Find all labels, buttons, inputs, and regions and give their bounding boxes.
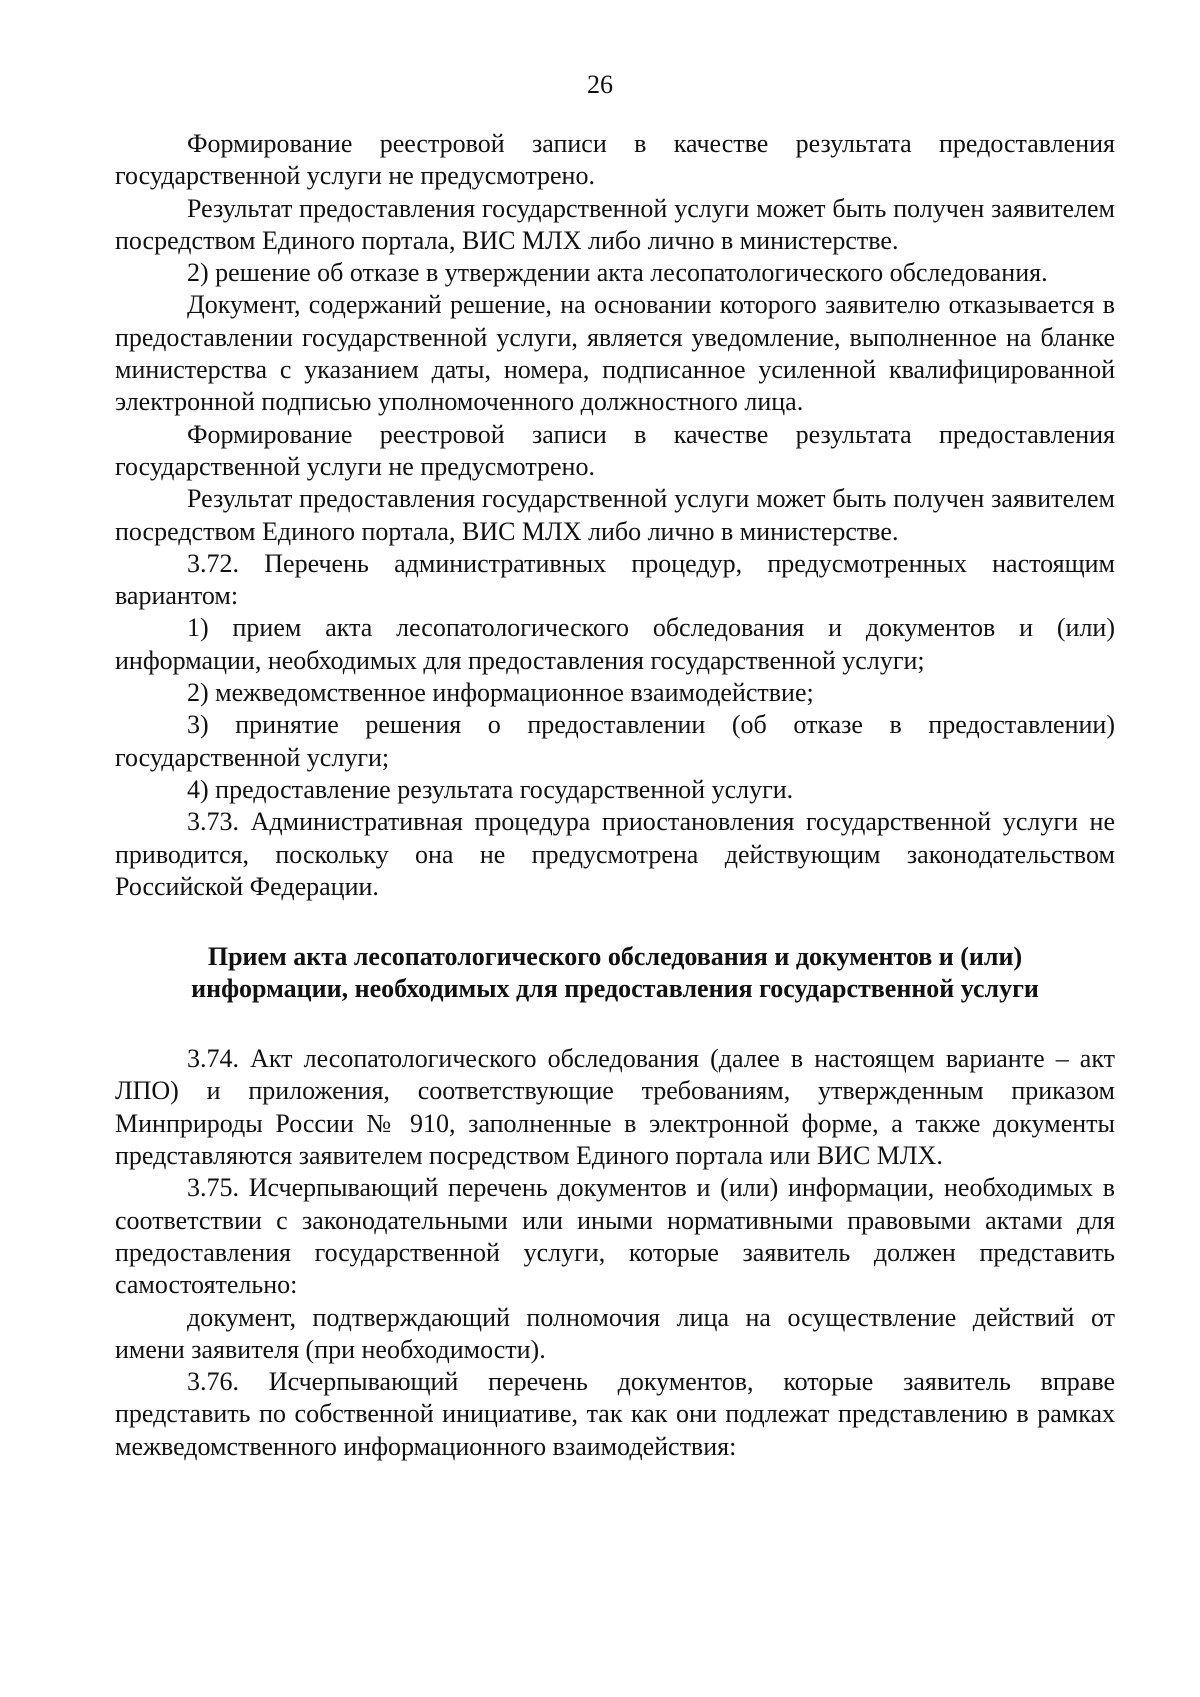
paragraph: 3.73. Административная процедура приостановления государственной услуги не приводится, поскольку она не предусмотрена действующим законодательством Российской Федерации. — [115, 807, 1115, 901]
list-item: 4) предоставление результата государственной услуги. — [187, 774, 794, 804]
list-item: 2) межведомственное информационное взаимодействие; — [187, 678, 814, 708]
paragraph: 3.74. Акт лесопатологического обследования (далее в настоящем варианте – акт ЛПО) и приложения, соответствующие требованиям, утвержденным приказом Минприроды России № 910, заполненные в электронной форме, а также документы представляются заявителем посредством Единого портала или ВИС МЛХ. — [115, 1044, 1115, 1171]
section-heading — [115, 941, 1115, 1005]
section-heading-line: информации, необходимых для предоставления государственной услуги — [191, 974, 1039, 1004]
paragraph: Формирование реестровой записи в качестве результата предоставления государственной услуги не предусмотрено. — [115, 419, 1115, 481]
paragraph: Документ, содержаний решение, на основании которого заявителю отказывается в предоставлении государственной услуги, является уведомление, выполненное на бланке министерства с указанием даты, номера, подписанное усиленной квалифицированной электронной подписью уполномоченного должностного лица. — [115, 290, 1115, 417]
paragraph: документ, подтверждающий полномочия лица на осуществление действий от имени заявителя (при необходимости). — [115, 1302, 1115, 1364]
paragraph: 3.75. Исчерпывающий перечень документов и (или) информации, необходимых в соответствии с законодательными или иными нормативными правовыми актами для предоставления государственной услуги, которые заявитель должен представить самостоятельно: — [115, 1173, 1115, 1300]
document-body — [115, 128, 1115, 1463]
list-item: 1) прием акта лесопатологического обследования и документов и (или) информации, необходимых для предоставления государственной услуги; — [115, 613, 1115, 675]
paragraph: Формирование реестровой записи в качестве результата предоставления государственной услуги не предусмотрено. — [115, 129, 1115, 191]
paragraph: Результат предоставления государственной услуги может быть получен заявителем посредством Единого портала, ВИС МЛХ либо лично в министерстве. — [115, 484, 1115, 546]
paragraph: 3.72. Перечень административных процедур, предусмотренных настоящим вариантом: — [115, 548, 1115, 611]
page-number: 26 — [587, 70, 613, 99]
paragraph: 3.76. Исчерпывающий перечень документов, которые заявитель вправе представить по собственной инициативе, так как они подлежат представлению в рамках межведомственного информационного взаимодействия: — [115, 1367, 1115, 1461]
paragraph: Результат предоставления государственной услуги может быть получен заявителем посредством Единого портала, ВИС МЛХ либо лично в министерстве. — [115, 193, 1115, 255]
paragraph: 2) решение об отказе в утверждении акта лесопатологического обследования. — [187, 258, 1048, 288]
section-heading-line: Прием акта лесопатологического обследования и документов и (или) — [207, 942, 1023, 972]
list-item: 3) принятие решения о предоставлении (об отказе в предоставлении) государственной услуги; — [115, 710, 1115, 772]
